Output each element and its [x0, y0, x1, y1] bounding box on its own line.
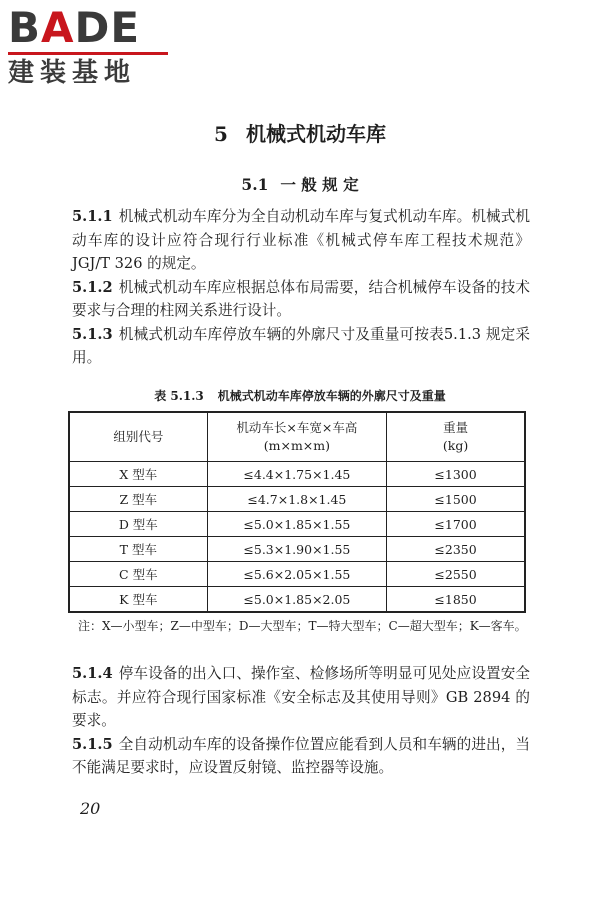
- cell-weight: ≤1850: [387, 587, 525, 613]
- cell-group: C 型车: [69, 562, 207, 587]
- header-dimensions-unit: (m×m×m): [263, 438, 331, 453]
- clause-number: 5.1.3: [72, 325, 113, 343]
- table-row: [69, 462, 525, 487]
- cell-weight: ≤1300: [387, 462, 525, 487]
- clause: [72, 276, 530, 323]
- clause-text: 机械式机动车库停放车辆的外廓尺寸及重量可按表5.1.3 规定采用。: [72, 325, 530, 366]
- table-caption: [0, 387, 600, 404]
- chapter-title: [0, 118, 600, 147]
- page-number: 20: [80, 799, 101, 818]
- clause: [72, 733, 530, 780]
- header-weight: [387, 412, 525, 462]
- cell-weight: ≤2350: [387, 537, 525, 562]
- table-row: [69, 487, 525, 512]
- cell-weight: ≤1700: [387, 512, 525, 537]
- clause-text: 机械式机动车库应根据总体布局需要，结合机械停车设备的技术要求与合理的柱网关系进行设计。: [72, 278, 530, 319]
- cell-group: T 型车: [69, 537, 207, 562]
- header-dimensions: [207, 412, 387, 462]
- table-row: [69, 562, 525, 587]
- logo-wordmark: BADE: [8, 3, 141, 52]
- clause-text: 全自动机动车库的设备操作位置应能看到人员和车辆的进出，当不能满足要求时，应设置反射镜、监控器等设施。: [72, 735, 530, 776]
- logo-subtitle: 建装基地: [8, 58, 137, 88]
- logo-rule: [8, 52, 168, 55]
- brand-logo: [8, 3, 178, 88]
- table-row: [69, 512, 525, 537]
- vehicle-dimension-table: [68, 411, 526, 613]
- cell-dims: ≤5.6×2.05×1.55: [207, 562, 387, 587]
- cell-dims: ≤4.7×1.8×1.45: [207, 487, 387, 512]
- cell-group: K 型车: [69, 587, 207, 613]
- section-title: [0, 173, 600, 195]
- table-number: 表 5.1.3: [154, 389, 204, 403]
- table-note: 注：X—小型车；Z—中型车；D—大型车；T—特大型车；C—超大型车；K—客车。: [78, 619, 527, 633]
- table-row: [69, 587, 525, 613]
- header-dimensions-label: 机动车长×车宽×车高: [236, 420, 358, 435]
- table-row: [69, 537, 525, 562]
- cell-group: D 型车: [69, 512, 207, 537]
- clause-number: 5.1.1: [72, 208, 113, 225]
- clause-number: 5.1.4: [72, 665, 113, 682]
- header-group-code: 组别代号: [69, 412, 207, 462]
- header-weight-label: 重量: [443, 420, 469, 435]
- clause-number: 5.1.5: [72, 735, 113, 753]
- clauses-top: [72, 205, 530, 370]
- chapter-name: 机械式机动车库: [245, 122, 386, 146]
- section-number: 5.1: [241, 175, 269, 194]
- cell-weight: ≤2550: [387, 562, 525, 587]
- clause-text: 机械式机动车库分为全自动机动车库与复式机动车库。机械式机动车库的设计应符合现行行业标准《机械式停车库工程技术规范》JGJ/T 326 的规定。: [72, 208, 530, 272]
- cell-dims: ≤5.0×1.85×1.55: [207, 512, 387, 537]
- clause: [72, 662, 530, 733]
- section-name: 一 般 规 定: [280, 175, 359, 194]
- cell-dims: ≤4.4×1.75×1.45: [207, 462, 387, 487]
- clause-number: 5.1.2: [72, 278, 113, 296]
- cell-dims: ≤5.3×1.90×1.55: [207, 537, 387, 562]
- clause: [72, 323, 530, 370]
- cell-dims: ≤5.0×1.85×2.05: [207, 587, 387, 613]
- cell-group: X 型车: [69, 462, 207, 487]
- table-title: 机械式机动车库停放车辆的外廓尺寸及重量: [217, 389, 446, 403]
- table-header-row: [69, 412, 525, 462]
- clauses-bottom: [72, 662, 530, 780]
- header-weight-unit: (kg): [442, 438, 469, 453]
- chapter-number: 5: [214, 122, 228, 146]
- cell-weight: ≤1500: [387, 487, 525, 512]
- clause: [72, 205, 530, 276]
- cell-group: Z 型车: [69, 487, 207, 512]
- clause-text: 停车设备的出入口、操作室、检修场所等明显可见处应设置安全标志。并应符合现行国家标准《安全标志及其使用导则》GB 2894 的要求。: [72, 665, 530, 729]
